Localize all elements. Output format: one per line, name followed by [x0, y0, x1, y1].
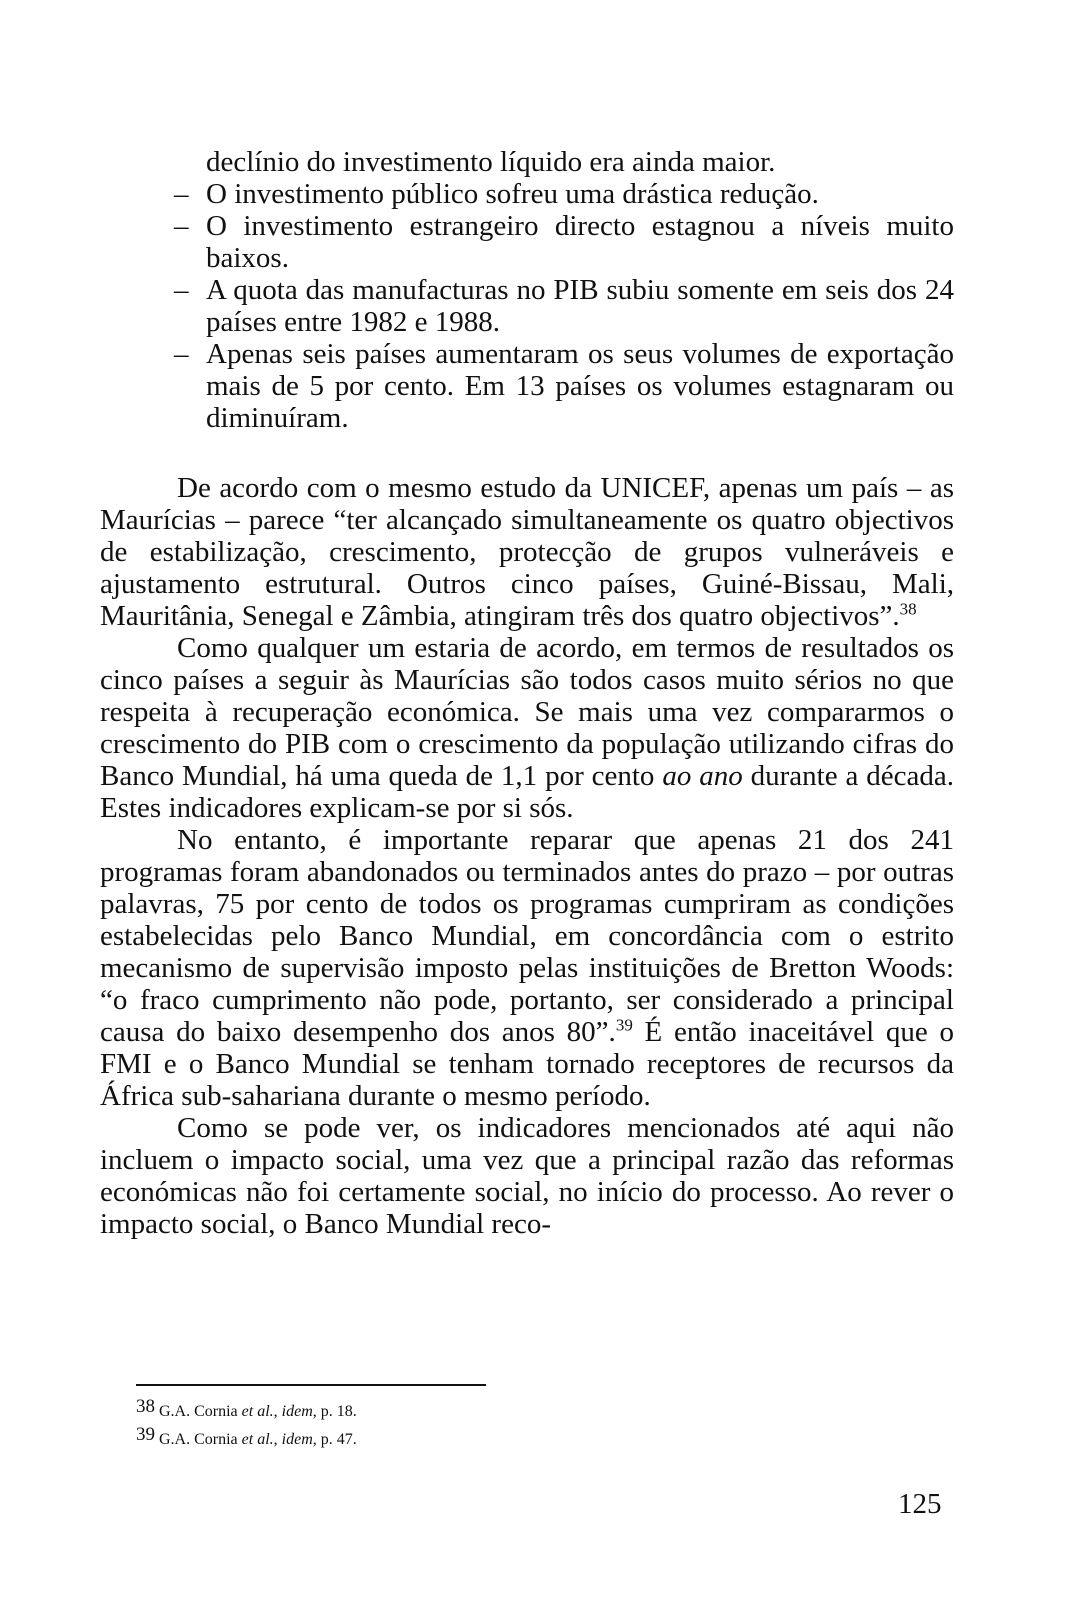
bullet-dash: – — [174, 178, 189, 210]
paragraph-text: Como se pode ver, os indicadores mencionados até aqui não incluem o impacto social, uma vez que a principal razão das reformas económicas não foi certamente social, no início do processo. Ao rever o impacto social, o Banco Mundial reco- — [100, 1112, 954, 1240]
bullet-item — [174, 210, 954, 274]
footnote-idem: idem — [281, 1403, 313, 1420]
paragraph-text: De acordo com o mesmo estudo da UNICEF, apenas um país – as Maurícias – parece “ter alcançado simultaneamente os quatro objectivos de estabilização, crescimento, protecção de grupos vulneráveis e ajustamento estrutural. Outros cinco países, Guiné-Bissau, Mali, Mauritânia, Senegal e Zâmbia, atingiram três dos quatro objectivos”. — [100, 472, 954, 632]
footnote-page: , p. 18. — [312, 1403, 357, 1420]
footnote-sep: , — [273, 1431, 282, 1448]
paragraph-text: durante a década. Estes indicadores explicam-se por si sós. — [100, 760, 954, 824]
footnote-page: , p. 47. — [312, 1431, 357, 1448]
footnotes — [136, 1398, 357, 1454]
paragraph — [100, 632, 954, 824]
paragraph — [100, 824, 954, 1112]
footnote-divider — [136, 1384, 486, 1386]
bullet-text: O investimento estrangeiro directo estagnou a níveis muito baixos. — [206, 210, 954, 274]
footnote-number: 38 — [136, 1396, 155, 1417]
page-number: 125 — [898, 1488, 942, 1520]
footnote-sep: , — [273, 1403, 282, 1420]
bullet-item — [174, 338, 954, 434]
bullet-text: Apenas seis países aumentaram os seus volumes de exportação mais de 5 por cento. Em 13 países os volumes estagnaram ou diminuíram. — [206, 338, 954, 434]
footnote-idem: idem — [281, 1431, 313, 1448]
paragraph — [100, 472, 954, 632]
bullet-text: A quota das manufacturas no PIB subiu somente em seis dos 24 países entre 1982 e 1988. — [206, 274, 954, 338]
bullet-dash: – — [174, 274, 189, 306]
footnote-number: 39 — [136, 1424, 155, 1445]
bullet-text: O investimento público sofreu uma drástica redução. — [206, 178, 819, 210]
italic-phrase: ao ano — [662, 760, 743, 792]
footnote — [136, 1398, 357, 1426]
paragraph — [100, 1112, 954, 1240]
paragraph-text: No entanto, é importante reparar que apenas 21 dos 241 programas foram abandonados ou terminados antes do prazo – por outras palavras, 75 por cento de todos os programas cumpriram as condições estabelecidas pelo Banco Mundial, em concordância com o estrito mecanismo de supervisão imposto pelas instituições de Bretton Woods: “o fraco cumprimento não pode, portanto, ser considerado a principal causa do baixo desempenho dos anos 80”. — [100, 824, 954, 1048]
bullet-list — [100, 146, 954, 434]
footnote — [136, 1426, 357, 1454]
paragraph-text: É então inaceitável que o FMI e o Banco Mundial se tenham tornado receptores de recursos da África sub-sahariana durante o mesmo período. — [100, 1016, 954, 1112]
footnote-etal: et al. — [241, 1431, 274, 1448]
body-text — [100, 472, 954, 1240]
bullet-item — [174, 274, 954, 338]
footnote-ref: 39 — [615, 1015, 633, 1035]
bullet-item — [174, 178, 954, 210]
bullet-dash: – — [174, 338, 189, 370]
footnote-author: G.A. Cornia — [159, 1403, 242, 1420]
footnote-etal: et al. — [241, 1403, 274, 1420]
footnote-author: G.A. Cornia — [159, 1431, 242, 1448]
bullet-continuation: declínio do investimento líquido era ainda maior. — [206, 146, 776, 178]
paragraph-text: Como qualquer um estaria de acordo, em termos de resultados os cinco países a seguir às Maurícias são todos casos muito sérios no que respeita à recuperação económica. Se mais uma vez compararmos o crescimento do PIB com o crescimento da população utilizando cifras do Banco Mundial, há uma queda de 1,1 por cento — [100, 632, 954, 792]
bullet-dash: – — [174, 210, 189, 242]
footnote-ref: 38 — [899, 599, 917, 619]
